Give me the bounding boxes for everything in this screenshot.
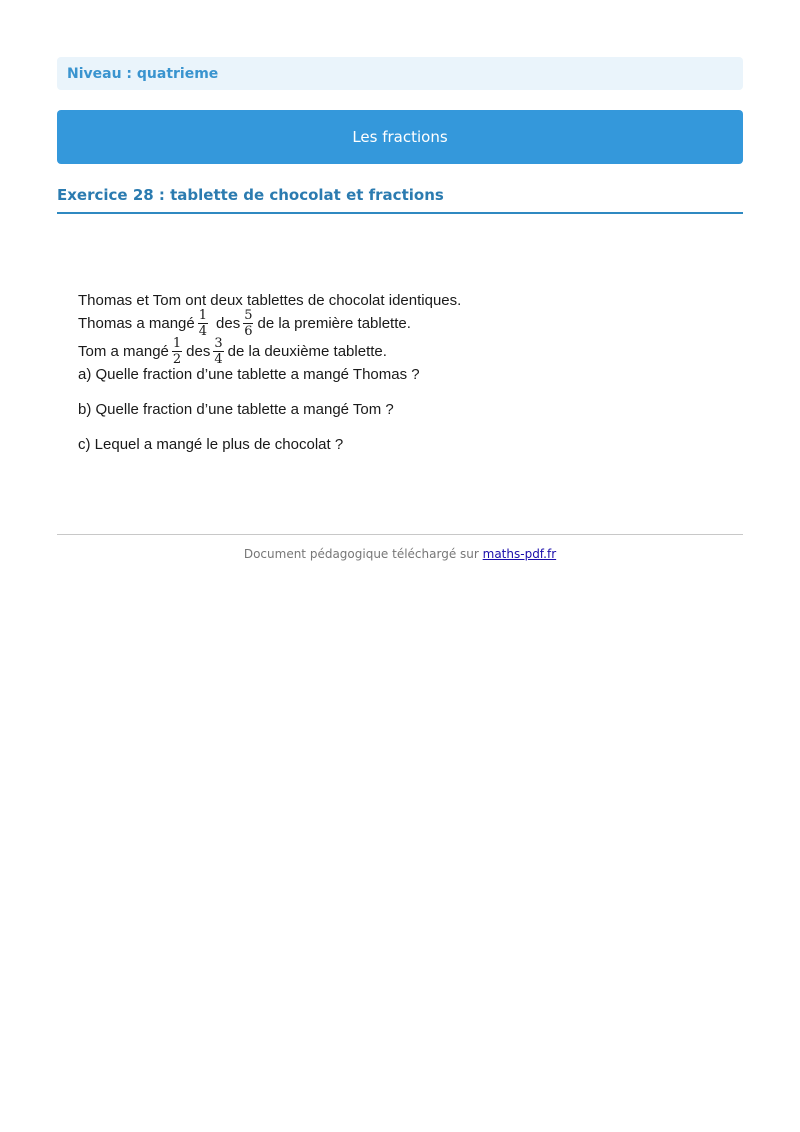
tom-text-middle: des [186,343,211,360]
chapter-banner [57,110,743,164]
statement-intro: Thomas et Tom ont deux tablettes de chocolat identiques. [78,292,462,309]
tom-text-before: Tom a mangé [78,343,169,360]
fraction-denominator: 4 [198,324,208,339]
fraction-denominator: 6 [244,324,253,339]
footer-link[interactable]: maths-pdf.fr [482,547,557,561]
thomas-text-after: de la première tablette. [257,315,411,332]
fraction-five-sixths [243,309,253,338]
exercise-title: Exercice 28 : tablette de chocolat et fractions [57,186,444,204]
fraction-three-quarters [213,337,223,366]
thomas-text-before: Thomas a mangé [78,315,195,332]
exercise-heading [57,184,743,214]
fraction-denominator: 4 [214,352,223,367]
fraction-numerator: 1 [198,308,208,323]
statement-thomas [78,309,411,338]
fraction-one-quarter [198,309,208,338]
question-c: c) Lequel a mangé le plus de chocolat ? [78,436,344,453]
fraction-numerator: 5 [244,308,253,323]
footer-divider [57,534,743,535]
fraction-denominator: 2 [172,352,182,367]
thomas-text-middle: des [216,315,241,332]
level-label: Niveau : quatrieme [67,65,219,82]
statement-tom [78,337,387,366]
fraction-numerator: 3 [214,336,223,351]
footer-text: Document pédagogique téléchargé sur [243,547,483,561]
level-box [57,57,743,90]
question-b: b) Quelle fraction d’une tablette a mangé Tom ? [78,401,394,418]
question-a: a) Quelle fraction d’une tablette a mangé Thomas ? [78,366,420,383]
chapter-title: Les fractions [352,128,448,146]
fraction-numerator: 1 [172,336,182,351]
tom-text-after: de la deuxième tablette. [227,343,387,360]
fraction-one-half [172,337,182,366]
footer [57,547,743,561]
